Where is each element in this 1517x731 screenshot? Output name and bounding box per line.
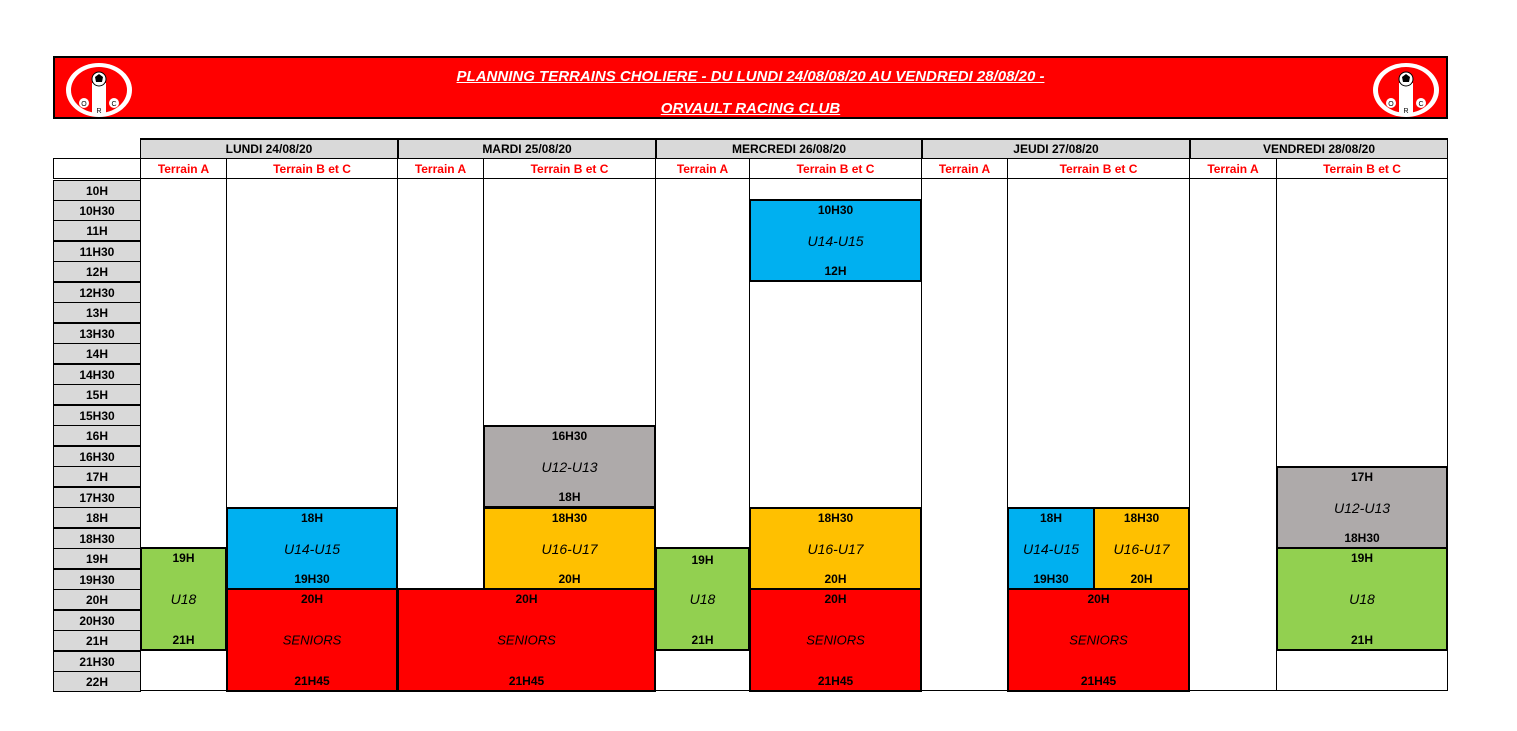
booking-team: U18 <box>1349 591 1375 607</box>
booking-team: U16-U17 <box>1113 540 1170 557</box>
svg-text:O: O <box>1388 101 1394 108</box>
svg-text:C: C <box>1418 101 1424 108</box>
svg-text:R: R <box>1403 108 1409 115</box>
booking-team: SENIORS <box>1069 632 1128 648</box>
booking-vendredi-terrain-bc-u18[interactable] <box>1276 547 1448 651</box>
booking-start-time: 20H <box>300 592 323 606</box>
terrain-a-header-vendredi: Terrain A <box>1189 158 1277 179</box>
booking-mercredi-terrain-bc-u14-u15[interactable] <box>749 199 922 282</box>
booking-mercredi-terrain-bc-u16-u17[interactable] <box>749 507 922 590</box>
time-slot: 16H30 <box>53 446 141 467</box>
booking-end-time: 20H <box>824 572 847 586</box>
club-name: ORVAULT RACING CLUB <box>660 100 841 117</box>
svg-text:O: O <box>81 101 87 108</box>
time-slot: 21H30 <box>53 651 141 672</box>
booking-team: SENIORS <box>806 632 865 648</box>
booking-end-time: 12H <box>824 264 847 278</box>
booking-lundi-seniors[interactable] <box>226 588 398 692</box>
booking-start-time: 20H <box>515 592 538 606</box>
terrain-bc-header-vendredi: Terrain B et C <box>1276 158 1448 179</box>
booking-team: SENIORS <box>497 632 556 648</box>
time-slot: 17H30 <box>53 487 141 508</box>
booking-start-time: 19H <box>172 551 195 565</box>
booking-team: U14-U15 <box>807 232 864 249</box>
page-title: PLANNING TERRAINS CHOLIERE - DU LUNDI 24/08/08/20 AU VENDREDI 28/08/20 - <box>456 68 1045 85</box>
booking-end-time: 19H30 <box>1033 572 1069 586</box>
day-header-mercredi: MERCREDI 26/08/20 <box>656 138 922 159</box>
booking-lundi-terrain-a-u18[interactable] <box>140 547 227 651</box>
terrain-bc-header-lundi: Terrain B et C <box>226 158 398 179</box>
day-header-vendredi: VENDREDI 28/08/20 <box>1190 138 1448 159</box>
booking-mardi-seniors[interactable] <box>397 588 656 692</box>
booking-team: SENIORS <box>282 632 342 648</box>
booking-end-time: 18H <box>558 490 581 504</box>
time-slot: 14H30 <box>53 364 141 385</box>
booking-end-time: 18H30 <box>1344 531 1380 545</box>
time-slot: 14H <box>53 343 141 364</box>
booking-start-time: 18H <box>1039 511 1062 525</box>
booking-start-time: 18H30 <box>817 511 854 525</box>
booking-team: U12-U13 <box>1333 499 1391 516</box>
booking-mercredi-terrain-a-u18[interactable] <box>655 547 750 651</box>
booking-start-time: 20H <box>1087 592 1110 606</box>
booking-vendredi-terrain-bc-u12-u13[interactable] <box>1276 466 1448 549</box>
terrain-a-header-lundi: Terrain A <box>140 158 227 179</box>
time-slot: 13H <box>53 302 141 323</box>
booking-end-time: 21H45 <box>1080 674 1117 688</box>
time-slot: 19H30 <box>53 569 141 590</box>
time-slot: 22H <box>53 671 141 692</box>
booking-start-time: 18H <box>300 511 323 525</box>
terrain-bc-header-mardi: Terrain B et C <box>483 158 656 179</box>
terrain-bc-header-jeudi: Terrain B et C <box>1007 158 1190 179</box>
booking-end-time: 21H45 <box>817 674 854 688</box>
booking-end-time: 21H <box>172 633 195 647</box>
booking-team: U18 <box>170 591 197 607</box>
booking-team: U14-U15 <box>283 540 341 557</box>
svg-text:C: C <box>111 101 117 108</box>
time-slot: 21H <box>53 630 141 651</box>
booking-start-time: 20H <box>824 592 847 606</box>
booking-start-time: 19H <box>691 553 714 567</box>
booking-mardi-terrain-bc-u12-u13[interactable] <box>483 425 656 508</box>
time-slot: 20H30 <box>53 610 141 631</box>
time-slot: 15H30 <box>53 405 141 426</box>
terrain-a-header-mercredi: Terrain A <box>655 158 750 179</box>
svg-text:R: R <box>96 108 102 115</box>
booking-lundi-terrain-bc-u14-u15[interactable] <box>226 507 398 590</box>
booking-end-time: 20H <box>1130 572 1153 586</box>
corner-cell <box>53 158 141 179</box>
time-slot: 15H <box>53 384 141 405</box>
time-slot: 13H30 <box>53 323 141 344</box>
time-slot: 12H <box>53 261 141 282</box>
booking-end-time: 21H45 <box>294 674 330 688</box>
title-banner <box>53 56 1448 119</box>
booking-jeudi-terrain-c-u16-u17[interactable] <box>1093 507 1190 590</box>
terrain-bc-header-mercredi: Terrain B et C <box>749 158 922 179</box>
booking-end-time: 19H30 <box>294 572 330 586</box>
booking-start-time: 18H30 <box>551 511 588 525</box>
day-header-mardi: MARDI 25/08/20 <box>398 138 656 159</box>
booking-end-time: 20H <box>558 572 581 586</box>
booking-team: U12-U13 <box>541 458 598 475</box>
booking-end-time: 21H <box>691 633 714 647</box>
booking-end-time: 21H45 <box>508 674 545 688</box>
time-slot: 19H <box>53 548 141 569</box>
time-slot: 17H <box>53 466 141 487</box>
time-slot: 10H30 <box>53 200 141 221</box>
booking-start-time: 18H30 <box>1123 511 1160 525</box>
booking-team: U16-U17 <box>541 540 598 557</box>
booking-start-time: 16H30 <box>551 429 588 443</box>
booking-end-time: 21H <box>1350 633 1373 647</box>
terrain-a-header-mardi: Terrain A <box>397 158 484 179</box>
time-slot: 11H <box>53 220 141 241</box>
booking-start-time: 19H <box>1350 551 1373 565</box>
booking-start-time: 10H30 <box>817 203 854 217</box>
time-slot: 12H30 <box>53 282 141 303</box>
terrain-a-header-jeudi: Terrain A <box>921 158 1008 179</box>
time-slot: 18H30 <box>53 528 141 549</box>
time-slot: 18H <box>53 507 141 528</box>
booking-mercredi-seniors[interactable] <box>749 588 922 692</box>
column-jeudi-terrain-a <box>921 178 1008 691</box>
booking-team: U14-U15 <box>1022 540 1080 557</box>
column-vendredi-terrain-a <box>1189 178 1277 691</box>
time-slot: 11H30 <box>53 241 141 262</box>
time-slot: 20H <box>53 589 141 610</box>
booking-team: U16-U17 <box>807 540 864 557</box>
day-header-jeudi: JEUDI 27/08/20 <box>922 138 1190 159</box>
booking-jeudi-terrain-b-u14-u15[interactable] <box>1007 507 1095 590</box>
day-header-lundi: LUNDI 24/08/20 <box>140 138 398 159</box>
club-logo-right <box>1371 61 1441 119</box>
booking-start-time: 17H <box>1350 470 1373 484</box>
time-slot: 10H <box>53 180 141 201</box>
time-slot: 16H <box>53 425 141 446</box>
booking-team: U18 <box>689 591 716 607</box>
booking-jeudi-seniors[interactable] <box>1007 588 1190 692</box>
booking-mardi-terrain-bc-u16-u17[interactable] <box>483 507 656 590</box>
